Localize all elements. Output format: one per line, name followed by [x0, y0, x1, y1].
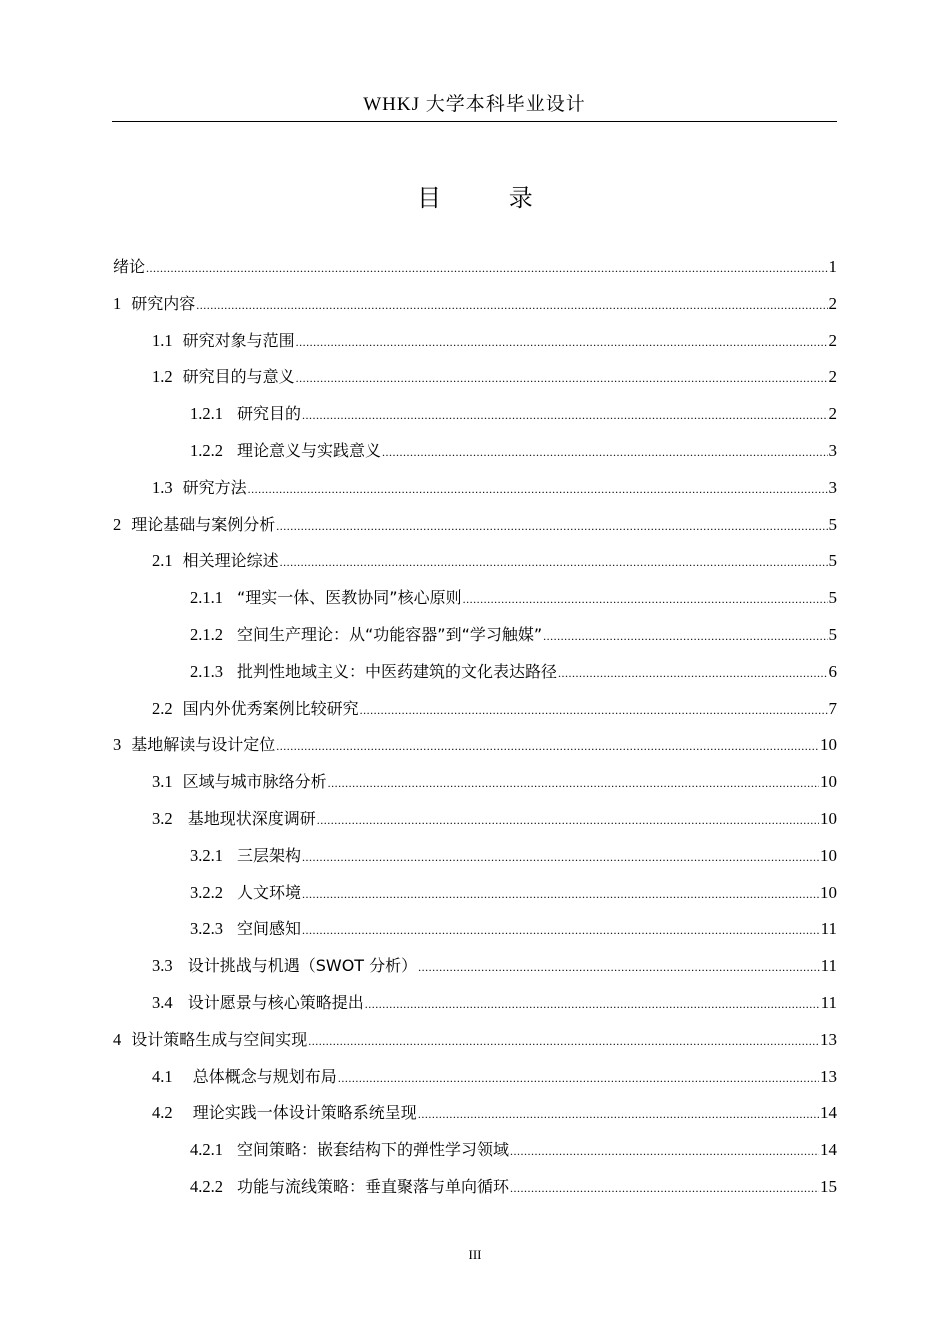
- toc-entry[interactable]: [113, 696, 837, 722]
- toc-entry-number: 3.2.1: [190, 845, 223, 865]
- dot-leader: [418, 954, 819, 980]
- toc-entry[interactable]: [113, 990, 837, 1016]
- toc-entry-number: 3.2: [152, 809, 173, 828]
- toc-entry[interactable]: [113, 475, 837, 501]
- toc-entry-number: 2.1: [152, 551, 173, 571]
- toc-entry-page: 3: [828, 441, 837, 460]
- toc-entry-page: 10: [820, 882, 837, 902]
- toc-entry-page: 13: [820, 1029, 837, 1049]
- toc-entry-label: 研究方法: [182, 477, 247, 497]
- toc-entry-page: 11: [820, 956, 837, 976]
- toc-entry-number: 4: [113, 1029, 122, 1049]
- toc-entry-label: 相关理论综述: [182, 551, 279, 571]
- toc-entry-label: 理论意义与实践意义: [237, 441, 382, 460]
- dot-leader: [302, 917, 820, 943]
- dot-leader: [365, 991, 820, 1017]
- dot-leader: [302, 881, 819, 907]
- toc-entry-label: 空间策略：嵌套结构下的弹性学习领域: [237, 1140, 510, 1160]
- toc-entry-number: 1.2.2: [190, 441, 223, 460]
- toc-entry-label: 设计挑战与机遇（SWOT 分析）: [182, 956, 418, 976]
- toc-entry-number: 3.1: [152, 772, 173, 792]
- dot-leader: [302, 844, 819, 870]
- toc-entry-page: 11: [820, 993, 837, 1012]
- dot-leader: [360, 697, 828, 723]
- dot-leader: [510, 1138, 819, 1164]
- toc-entry[interactable]: [113, 254, 837, 280]
- toc-entry-page: 1: [828, 257, 837, 276]
- toc-entry[interactable]: [113, 659, 837, 685]
- toc-entry-page: 5: [828, 588, 837, 608]
- dot-leader: [418, 1101, 819, 1127]
- toc-entry[interactable]: [113, 953, 837, 979]
- toc-entry-label: 空间感知: [237, 919, 302, 939]
- toc-entry[interactable]: [113, 732, 837, 758]
- toc-entry[interactable]: [113, 806, 837, 832]
- toc-entry[interactable]: [113, 622, 837, 648]
- toc-entry-page: 10: [820, 845, 837, 865]
- toc-entry-number: 1.3: [152, 477, 173, 497]
- toc-entry-label: 理论基础与案例分析: [131, 514, 276, 534]
- toc-entry-page: 5: [828, 514, 837, 534]
- dot-leader: [296, 329, 828, 355]
- dot-leader: [276, 513, 827, 539]
- dot-leader: [558, 660, 827, 686]
- toc-entry-number: 2.1.1: [190, 588, 223, 608]
- toc-entry[interactable]: [113, 1137, 837, 1163]
- dot-leader: [338, 1065, 819, 1091]
- page-header: [112, 92, 837, 122]
- toc-entry-page: 11: [820, 919, 837, 939]
- toc-entry-label: 批判性地域主义：中医药建筑的文化表达路径: [237, 661, 558, 681]
- toc-entry-page: 14: [820, 1103, 837, 1123]
- page-number: III: [468, 1247, 482, 1262]
- toc-entry-page: 14: [820, 1140, 837, 1160]
- toc-entry-number: 3.2.2: [190, 882, 223, 902]
- toc-entry-number: 3.4: [152, 993, 173, 1012]
- toc-entry-page: 2: [828, 367, 837, 387]
- toc-entry-number: 1.2.1: [190, 404, 223, 424]
- toc-entry-page: 10: [820, 735, 837, 755]
- dot-leader: [382, 439, 827, 465]
- toc-entry-page: 5: [828, 625, 837, 644]
- toc-entry-number: 4.2.1: [190, 1140, 223, 1160]
- dot-leader: [510, 1175, 819, 1201]
- toc-entry-number: 3.3: [152, 956, 173, 976]
- toc-entry-label: 功能与流线策略：垂直聚落与单向循环: [237, 1177, 510, 1196]
- toc-entry-page: 2: [828, 404, 837, 424]
- toc-entry-label: 绪论: [113, 257, 146, 276]
- dot-leader: [280, 549, 828, 575]
- toc-entry-number: 1.1: [152, 330, 173, 350]
- dot-leader: [463, 586, 828, 612]
- toc-entry-number: 4.2: [152, 1103, 173, 1123]
- toc-entry-page: 5: [828, 551, 837, 571]
- toc-entry-number: 3.2.3: [190, 919, 223, 939]
- dot-leader: [543, 623, 827, 649]
- toc-entry[interactable]: [113, 512, 837, 538]
- toc-entry-label: 设计策略生成与空间实现: [131, 1029, 308, 1049]
- toc-entry-label: 研究目的与意义: [182, 367, 295, 387]
- toc-title: 目 录: [417, 184, 563, 212]
- toc-entry-label: 设计愿景与核心策略提出: [182, 993, 364, 1012]
- dot-leader: [317, 807, 819, 833]
- dot-leader: [308, 1028, 819, 1054]
- toc-entry[interactable]: [113, 1027, 837, 1053]
- toc-entry-label: 总体概念与规划布局: [182, 1066, 337, 1086]
- toc-entry-page: 2: [828, 293, 837, 313]
- toc-entry-label: 基地解读与设计定位: [131, 735, 276, 755]
- toc-entry-label: 区域与城市脉络分析: [182, 772, 327, 792]
- toc-entry-page: 13: [820, 1066, 837, 1086]
- toc-entry[interactable]: [113, 769, 837, 795]
- toc-entry-label: “理实一体、医教协同”核心原则: [237, 588, 462, 608]
- toc-entry-number: 2: [113, 514, 122, 534]
- toc-entry[interactable]: [113, 328, 837, 354]
- toc-entry-page: 10: [820, 809, 837, 828]
- toc-entry[interactable]: [113, 364, 837, 390]
- dot-leader: [296, 365, 828, 391]
- toc-entry-number: 2.1.2: [190, 625, 223, 644]
- toc-entry-page: 2: [828, 330, 837, 350]
- toc-entry[interactable]: [113, 1100, 837, 1126]
- toc-entry-page: 7: [828, 698, 837, 718]
- toc-entry[interactable]: [113, 291, 837, 317]
- toc-entry-number: 1: [113, 293, 122, 313]
- toc-entry-label: 三层架构: [237, 845, 302, 865]
- toc-entry-label: 国内外优秀案例比较研究: [182, 698, 359, 718]
- dot-leader: [302, 402, 827, 428]
- toc-entry-label: 研究内容: [131, 293, 196, 313]
- toc-entry[interactable]: [113, 585, 837, 611]
- toc-entry-label: 基地现状深度调研: [182, 809, 316, 828]
- toc-entry-label: 人文环境: [237, 882, 302, 902]
- toc-entry-number: 2.1.3: [190, 661, 223, 681]
- toc-entry-number: 1.2: [152, 367, 173, 387]
- header-text: WHKJ 大学本科毕业设计: [363, 94, 586, 115]
- toc-entry[interactable]: [113, 548, 837, 574]
- toc-entry[interactable]: [113, 843, 837, 869]
- toc-entry[interactable]: [113, 401, 837, 427]
- toc-entry-page: 10: [820, 772, 837, 792]
- toc-entry-label: 研究对象与范围: [182, 330, 295, 350]
- toc-entry-label: 空间生产理论：从“功能容器”到“学习触媒”: [237, 625, 543, 644]
- toc-entry[interactable]: [113, 1174, 837, 1200]
- toc-entry-label: 理论实践一体设计策略系统呈现: [182, 1103, 417, 1123]
- toc-entry-page: 3: [828, 477, 837, 497]
- toc-entry[interactable]: [113, 880, 837, 906]
- toc-entry-number: 2.2: [152, 698, 173, 718]
- toc-entry-page: 6: [828, 661, 837, 681]
- toc-entry-page: 15: [820, 1177, 837, 1196]
- dot-leader: [328, 770, 819, 796]
- toc-entry-number: 4.1: [152, 1066, 173, 1086]
- toc-entry-label: 研究目的: [237, 404, 302, 424]
- toc-entry[interactable]: [113, 438, 837, 464]
- dot-leader: [196, 292, 827, 318]
- toc-entry[interactable]: [113, 916, 837, 942]
- dot-leader: [146, 255, 827, 281]
- dot-leader: [276, 733, 819, 759]
- toc-entry[interactable]: [113, 1064, 837, 1090]
- toc-entry-number: 3: [113, 735, 122, 755]
- toc-entry-number: 4.2.2: [190, 1177, 223, 1196]
- dot-leader: [248, 476, 828, 502]
